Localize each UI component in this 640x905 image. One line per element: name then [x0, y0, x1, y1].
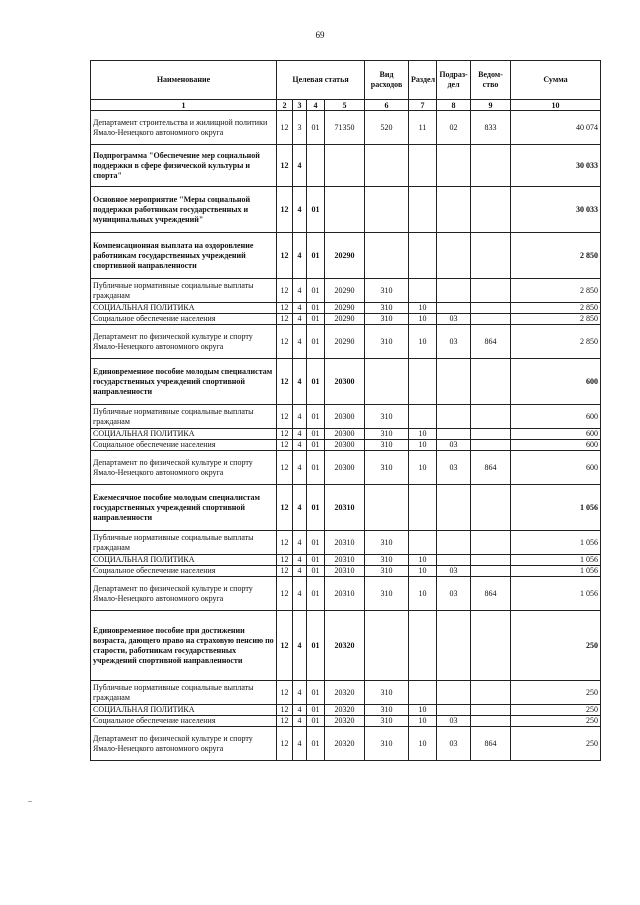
table-row: [91, 429, 601, 440]
row-vr-cell: [365, 611, 409, 681]
row-c4-cell: 01: [307, 451, 325, 485]
row-c3-cell: 4: [293, 187, 307, 233]
row-c2-cell: 12: [277, 681, 293, 705]
row-c4-cell: 01: [307, 359, 325, 405]
row-c3-cell: 4: [293, 451, 307, 485]
row-c2-cell: 12: [277, 451, 293, 485]
row-c3-cell: 4: [293, 303, 307, 314]
row-c2-cell: 12: [277, 566, 293, 577]
row-name-cell: СОЦИАЛЬНАЯ ПОЛИТИКА: [91, 705, 277, 716]
row-ved-cell: [471, 279, 511, 303]
table-row: [91, 111, 601, 145]
table-body: [91, 111, 601, 761]
row-c2-cell: 12: [277, 485, 293, 531]
row-sum-cell: 1 056: [511, 555, 601, 566]
row-razdel-cell: [409, 359, 437, 405]
row-ved-cell: [471, 429, 511, 440]
row-c5-cell: 20290: [325, 325, 365, 359]
row-name-cell: Департамент по физической культуре и спорту Ямало-Ненецкого автономного округа: [91, 325, 277, 359]
table-row: [91, 611, 601, 681]
row-sum-cell: 600: [511, 359, 601, 405]
row-c4-cell: 01: [307, 187, 325, 233]
row-ved-cell: 864: [471, 577, 511, 611]
row-podrazdel-cell: [437, 279, 471, 303]
row-c5-cell: 71350: [325, 111, 365, 145]
row-sum-cell: 1 056: [511, 485, 601, 531]
row-name-cell: Департамент по физической культуре и спорту Ямало-Ненецкого автономного округа: [91, 451, 277, 485]
row-c2-cell: 12: [277, 555, 293, 566]
row-ved-cell: [471, 440, 511, 451]
row-podrazdel-cell: [437, 611, 471, 681]
row-c4-cell: 01: [307, 531, 325, 555]
table-row: [91, 681, 601, 705]
row-c5-cell: 20300: [325, 440, 365, 451]
row-c5-cell: 20300: [325, 359, 365, 405]
header-target: Целевая статья: [277, 61, 365, 100]
row-ved-cell: [471, 705, 511, 716]
row-razdel-cell: [409, 611, 437, 681]
row-c4-cell: 01: [307, 303, 325, 314]
row-c3-cell: 4: [293, 611, 307, 681]
row-c3-cell: 4: [293, 359, 307, 405]
row-name-cell: Социальное обеспечение населения: [91, 440, 277, 451]
row-ved-cell: [471, 566, 511, 577]
row-razdel-cell: 10: [409, 314, 437, 325]
row-ved-cell: [471, 555, 511, 566]
row-c2-cell: 12: [277, 429, 293, 440]
row-c3-cell: 4: [293, 233, 307, 279]
row-name-cell: Компенсационная выплата на оздоровление работникам государственных учреждений спортивной направленности: [91, 233, 277, 279]
row-c3-cell: 4: [293, 279, 307, 303]
row-vr-cell: 310: [365, 303, 409, 314]
row-sum-cell: 1 056: [511, 566, 601, 577]
row-c2-cell: 12: [277, 325, 293, 359]
row-name-cell: СОЦИАЛЬНАЯ ПОЛИТИКА: [91, 429, 277, 440]
column-number: 5: [325, 100, 365, 111]
row-podrazdel-cell: [437, 359, 471, 405]
row-c2-cell: 12: [277, 405, 293, 429]
row-vr-cell: 310: [365, 566, 409, 577]
row-name-cell: Публичные нормативные социальные выплаты гражданам: [91, 405, 277, 429]
row-podrazdel-cell: [437, 681, 471, 705]
row-vr-cell: [365, 359, 409, 405]
column-number: 9: [471, 100, 511, 111]
row-name-cell: Департамент по физической культуре и спорту Ямало-Ненецкого автономного округа: [91, 727, 277, 761]
row-name-cell: Единовременное пособие молодым специалистам государственных учреждений спортивной направленности: [91, 359, 277, 405]
table-row: [91, 485, 601, 531]
row-c3-cell: 4: [293, 405, 307, 429]
column-number: 1: [91, 100, 277, 111]
row-c5-cell: 20290: [325, 233, 365, 279]
row-razdel-cell: 10: [409, 325, 437, 359]
table-row: [91, 727, 601, 761]
row-razdel-cell: 10: [409, 429, 437, 440]
row-vr-cell: 310: [365, 314, 409, 325]
row-sum-cell: 1 056: [511, 531, 601, 555]
table-row: [91, 716, 601, 727]
row-c2-cell: 12: [277, 111, 293, 145]
row-name-cell: Социальное обеспечение населения: [91, 566, 277, 577]
table-row: [91, 531, 601, 555]
header-subsection: Подраз-дел: [437, 61, 471, 100]
row-vr-cell: 310: [365, 451, 409, 485]
row-name-cell: Публичные нормативные социальные выплаты гражданам: [91, 681, 277, 705]
row-razdel-cell: 10: [409, 705, 437, 716]
row-c4-cell: 01: [307, 314, 325, 325]
row-c4-cell: 01: [307, 405, 325, 429]
row-vr-cell: [365, 145, 409, 187]
row-razdel-cell: 10: [409, 577, 437, 611]
page-number: 69: [315, 30, 325, 40]
row-c3-cell: 4: [293, 485, 307, 531]
row-name-cell: Департамент по физической культуре и спорту Ямало-Ненецкого автономного округа: [91, 577, 277, 611]
row-ved-cell: [471, 485, 511, 531]
row-c4-cell: 01: [307, 577, 325, 611]
row-c4-cell: 01: [307, 233, 325, 279]
row-c3-cell: 4: [293, 566, 307, 577]
row-sum-cell: 2 850: [511, 314, 601, 325]
row-c4-cell: 01: [307, 325, 325, 359]
row-c5-cell: 20300: [325, 405, 365, 429]
table-row: [91, 279, 601, 303]
row-ved-cell: [471, 187, 511, 233]
row-c3-cell: 4: [293, 429, 307, 440]
row-c5-cell: 20310: [325, 531, 365, 555]
row-c5-cell: 20320: [325, 705, 365, 716]
row-c2-cell: 12: [277, 716, 293, 727]
row-razdel-cell: 10: [409, 716, 437, 727]
row-razdel-cell: [409, 233, 437, 279]
column-number: 2: [277, 100, 293, 111]
row-c5-cell: [325, 145, 365, 187]
row-razdel-cell: [409, 681, 437, 705]
row-vr-cell: 310: [365, 440, 409, 451]
row-c3-cell: 4: [293, 716, 307, 727]
row-name-cell: Социальное обеспечение населения: [91, 716, 277, 727]
row-c4-cell: 01: [307, 440, 325, 451]
row-c2-cell: 12: [277, 705, 293, 716]
row-vr-cell: 310: [365, 279, 409, 303]
row-razdel-cell: 10: [409, 303, 437, 314]
row-c4-cell: 01: [307, 111, 325, 145]
row-c2-cell: 12: [277, 359, 293, 405]
row-sum-cell: 40 074: [511, 111, 601, 145]
row-sum-cell: 30 033: [511, 187, 601, 233]
column-number: 7: [409, 100, 437, 111]
row-sum-cell: 30 033: [511, 145, 601, 187]
row-c5-cell: [325, 187, 365, 233]
row-podrazdel-cell: 03: [437, 325, 471, 359]
row-sum-cell: 2 850: [511, 303, 601, 314]
table-row: [91, 303, 601, 314]
row-c5-cell: 20310: [325, 485, 365, 531]
row-razdel-cell: 10: [409, 727, 437, 761]
row-vr-cell: 310: [365, 681, 409, 705]
row-name-cell: Социальное обеспечение населения: [91, 314, 277, 325]
table-row: [91, 577, 601, 611]
row-sum-cell: 250: [511, 611, 601, 681]
row-vr-cell: 310: [365, 531, 409, 555]
table-row: [91, 359, 601, 405]
row-ved-cell: [471, 314, 511, 325]
row-c3-cell: 4: [293, 681, 307, 705]
row-razdel-cell: 11: [409, 111, 437, 145]
row-ved-cell: 864: [471, 727, 511, 761]
row-name-cell: Основное мероприятие "Меры социальной поддержки работникам государственных и муниципальных учреждений": [91, 187, 277, 233]
row-podrazdel-cell: [437, 233, 471, 279]
header-expense-type: Вид расходов: [365, 61, 409, 100]
row-sum-cell: 600: [511, 429, 601, 440]
table-row: [91, 145, 601, 187]
row-c3-cell: 4: [293, 145, 307, 187]
row-sum-cell: 2 850: [511, 325, 601, 359]
row-vr-cell: 310: [365, 577, 409, 611]
row-vr-cell: 310: [365, 429, 409, 440]
row-ved-cell: [471, 145, 511, 187]
table-row: [91, 705, 601, 716]
row-c3-cell: 4: [293, 440, 307, 451]
row-vr-cell: 310: [365, 705, 409, 716]
row-c5-cell: 20310: [325, 577, 365, 611]
row-ved-cell: 833: [471, 111, 511, 145]
row-razdel-cell: 10: [409, 555, 437, 566]
row-podrazdel-cell: [437, 429, 471, 440]
row-c4-cell: 01: [307, 727, 325, 761]
row-ved-cell: [471, 303, 511, 314]
table-row: [91, 451, 601, 485]
row-c5-cell: 20320: [325, 681, 365, 705]
header-sum: Сумма: [511, 61, 601, 100]
header-department: Ведом-ство: [471, 61, 511, 100]
row-name-cell: СОЦИАЛЬНАЯ ПОЛИТИКА: [91, 303, 277, 314]
row-c3-cell: 4: [293, 705, 307, 716]
row-sum-cell: 250: [511, 705, 601, 716]
row-sum-cell: 600: [511, 440, 601, 451]
row-sum-cell: 2 850: [511, 279, 601, 303]
row-name-cell: Ежемесячное пособие молодым специалистам государственных учреждений спортивной направленности: [91, 485, 277, 531]
row-podrazdel-cell: [437, 303, 471, 314]
margin-dash: –: [28, 796, 32, 805]
row-podrazdel-cell: [437, 187, 471, 233]
row-c2-cell: 12: [277, 611, 293, 681]
table-row: [91, 440, 601, 451]
row-ved-cell: [471, 681, 511, 705]
row-razdel-cell: 10: [409, 566, 437, 577]
table-row: [91, 187, 601, 233]
row-podrazdel-cell: 03: [437, 577, 471, 611]
row-ved-cell: [471, 611, 511, 681]
row-c3-cell: 4: [293, 314, 307, 325]
row-c4-cell: 01: [307, 555, 325, 566]
row-c2-cell: 12: [277, 314, 293, 325]
row-c2-cell: 12: [277, 187, 293, 233]
row-razdel-cell: [409, 279, 437, 303]
row-razdel-cell: 10: [409, 440, 437, 451]
row-c5-cell: 20320: [325, 716, 365, 727]
row-vr-cell: [365, 485, 409, 531]
row-c3-cell: 3: [293, 111, 307, 145]
row-ved-cell: [471, 531, 511, 555]
row-c4-cell: 01: [307, 279, 325, 303]
row-name-cell: Единовременное пособие при достижении возраста, дающего право на страховую пенсию по старости, работникам государственных учреждений спортивной направленности: [91, 611, 277, 681]
row-c3-cell: 4: [293, 577, 307, 611]
row-vr-cell: 310: [365, 325, 409, 359]
row-c2-cell: 12: [277, 279, 293, 303]
row-razdel-cell: [409, 485, 437, 531]
row-c2-cell: 12: [277, 727, 293, 761]
row-sum-cell: 250: [511, 716, 601, 727]
row-sum-cell: 600: [511, 405, 601, 429]
column-number-row: [91, 100, 601, 111]
row-ved-cell: [471, 233, 511, 279]
row-c4-cell: [307, 145, 325, 187]
row-name-cell: Публичные нормативные социальные выплаты гражданам: [91, 531, 277, 555]
column-number: 8: [437, 100, 471, 111]
row-c5-cell: 20290: [325, 314, 365, 325]
row-vr-cell: 520: [365, 111, 409, 145]
row-c5-cell: 20310: [325, 566, 365, 577]
row-podrazdel-cell: [437, 145, 471, 187]
row-c2-cell: 12: [277, 577, 293, 611]
row-sum-cell: 2 850: [511, 233, 601, 279]
table-row: [91, 314, 601, 325]
row-name-cell: Подпрограмма "Обеспечение мер социальной поддержки в сфере физической культуры и спорта": [91, 145, 277, 187]
row-c3-cell: 4: [293, 325, 307, 359]
table-header: [91, 61, 601, 111]
row-c2-cell: 12: [277, 145, 293, 187]
row-c4-cell: 01: [307, 611, 325, 681]
row-ved-cell: 864: [471, 451, 511, 485]
row-ved-cell: [471, 716, 511, 727]
row-podrazdel-cell: [437, 705, 471, 716]
row-vr-cell: 310: [365, 716, 409, 727]
row-c2-cell: 12: [277, 233, 293, 279]
row-vr-cell: [365, 233, 409, 279]
row-podrazdel-cell: [437, 531, 471, 555]
row-podrazdel-cell: 03: [437, 566, 471, 577]
row-ved-cell: [471, 405, 511, 429]
row-c3-cell: 4: [293, 555, 307, 566]
table-row: [91, 405, 601, 429]
row-vr-cell: 310: [365, 555, 409, 566]
row-sum-cell: 1 056: [511, 577, 601, 611]
row-razdel-cell: [409, 531, 437, 555]
row-c5-cell: 20290: [325, 279, 365, 303]
row-c2-cell: 12: [277, 303, 293, 314]
row-sum-cell: 250: [511, 681, 601, 705]
table-row: [91, 325, 601, 359]
budget-table: [90, 60, 601, 761]
row-vr-cell: 310: [365, 727, 409, 761]
row-ved-cell: [471, 359, 511, 405]
row-name-cell: Публичные нормативные социальные выплаты гражданам: [91, 279, 277, 303]
row-razdel-cell: [409, 187, 437, 233]
table-row: [91, 566, 601, 577]
row-podrazdel-cell: [437, 485, 471, 531]
column-number: 4: [307, 100, 325, 111]
row-c5-cell: 20320: [325, 727, 365, 761]
row-razdel-cell: [409, 145, 437, 187]
row-vr-cell: [365, 187, 409, 233]
row-c4-cell: 01: [307, 681, 325, 705]
table-row: [91, 555, 601, 566]
header-section: Раздел: [409, 61, 437, 100]
header-name: Наименование: [91, 61, 277, 100]
row-c2-cell: 12: [277, 440, 293, 451]
row-razdel-cell: 10: [409, 451, 437, 485]
row-podrazdel-cell: 03: [437, 314, 471, 325]
table-row: [91, 233, 601, 279]
row-c5-cell: 20300: [325, 451, 365, 485]
row-c5-cell: 20290: [325, 303, 365, 314]
row-podrazdel-cell: 02: [437, 111, 471, 145]
row-c5-cell: 20320: [325, 611, 365, 681]
row-name-cell: Департамент строительства и жилищной политики Ямало-Ненецкого автономного округа: [91, 111, 277, 145]
row-razdel-cell: [409, 405, 437, 429]
row-podrazdel-cell: [437, 405, 471, 429]
row-vr-cell: 310: [365, 405, 409, 429]
row-c3-cell: 4: [293, 531, 307, 555]
row-sum-cell: 250: [511, 727, 601, 761]
row-c4-cell: 01: [307, 705, 325, 716]
row-c4-cell: 01: [307, 566, 325, 577]
row-podrazdel-cell: 03: [437, 716, 471, 727]
row-c4-cell: 01: [307, 429, 325, 440]
row-name-cell: СОЦИАЛЬНАЯ ПОЛИТИКА: [91, 555, 277, 566]
row-c2-cell: 12: [277, 531, 293, 555]
row-podrazdel-cell: [437, 555, 471, 566]
column-number: 10: [511, 100, 601, 111]
column-number: 6: [365, 100, 409, 111]
row-ved-cell: 864: [471, 325, 511, 359]
column-number: 3: [293, 100, 307, 111]
row-sum-cell: 600: [511, 451, 601, 485]
row-c4-cell: 01: [307, 716, 325, 727]
row-podrazdel-cell: 03: [437, 451, 471, 485]
row-podrazdel-cell: 03: [437, 440, 471, 451]
row-c5-cell: 20310: [325, 555, 365, 566]
row-c3-cell: 4: [293, 727, 307, 761]
row-c5-cell: 20300: [325, 429, 365, 440]
row-podrazdel-cell: 03: [437, 727, 471, 761]
row-c4-cell: 01: [307, 485, 325, 531]
